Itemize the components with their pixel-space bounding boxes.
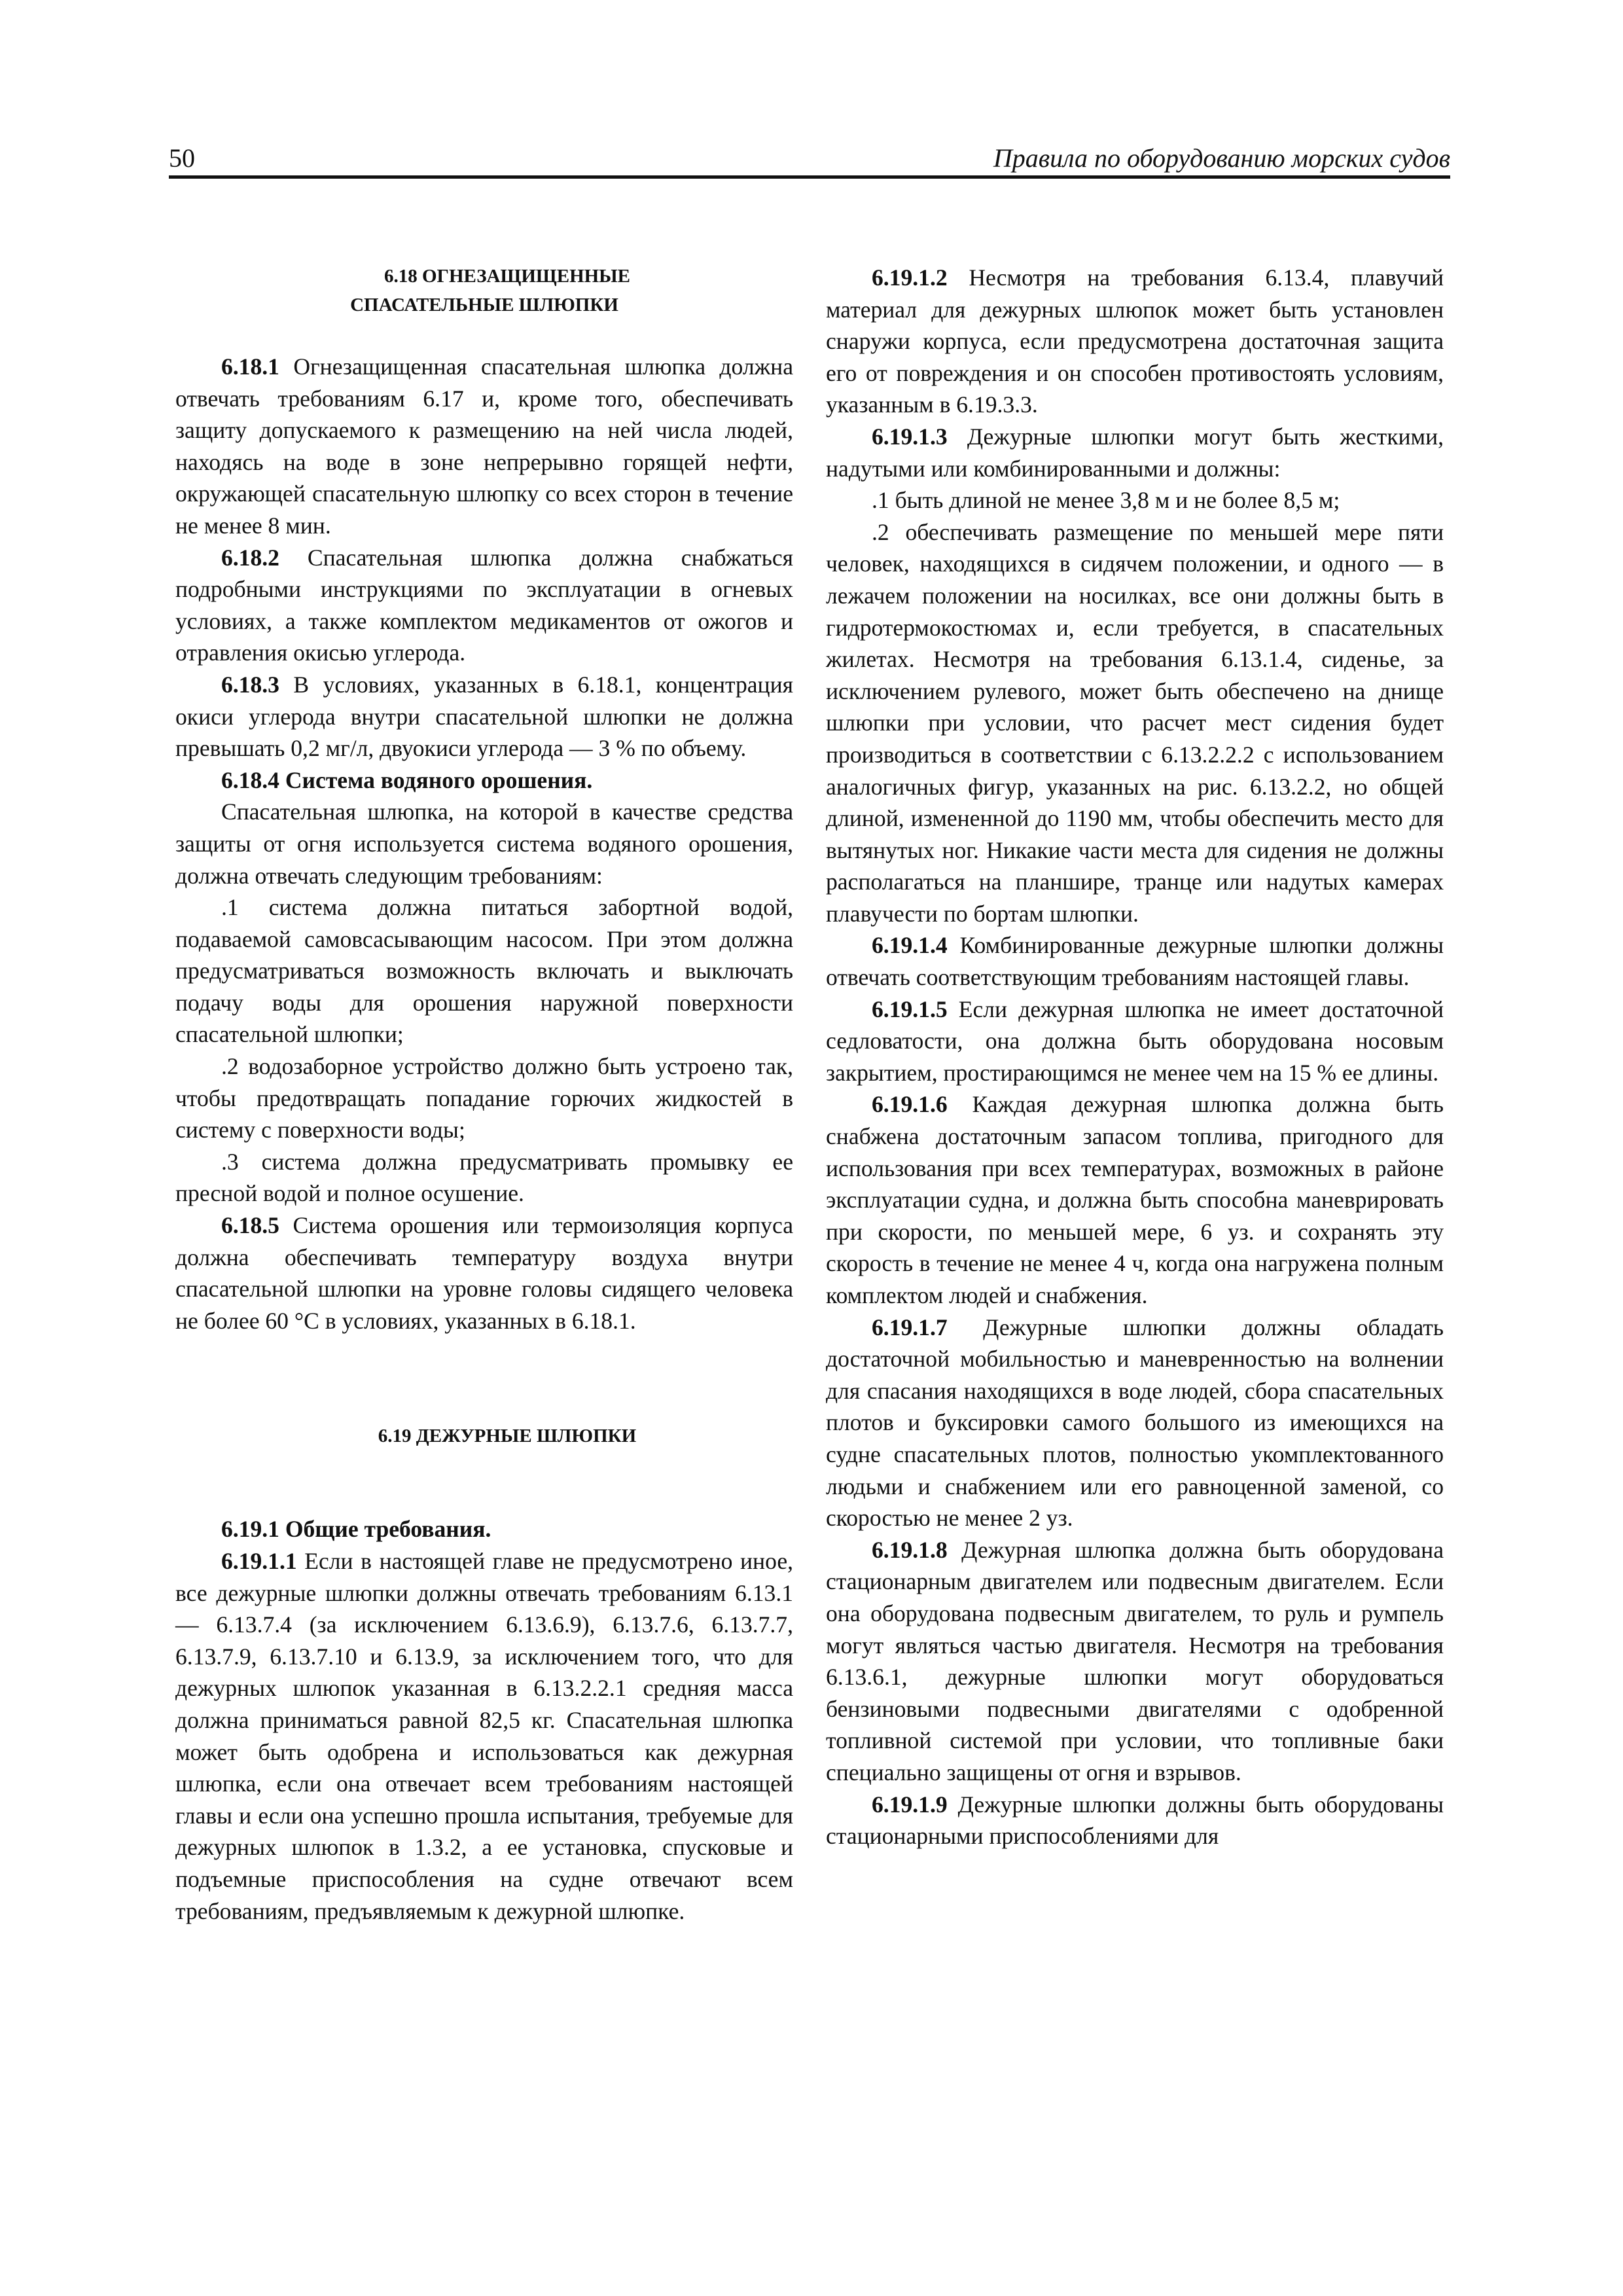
para-6-18-5: 6.18.5 Система орошения или термоизоляция корпуса должна обеспечивать температуру воздуха внутри спасательной шлюпки на уровне головы сидящего человека не более 60 °С в условиях, указанных в 6.18.1. (175, 1212, 793, 1334)
para-6-18-1: 6.18.1 Огнезащищенная спасательная шлюпка должна отвечать требованиям 6.17 и, кроме того, обеспечивать защиту допускаемого к размещению на ней числа людей, находясь на воде в зоне непрерывно горящей нефти, окружающей спасательную шлюпку со всех сторон в течение не менее 8 мин. (175, 353, 793, 539)
para-6-19-1-1: 6.19.1.1 Если в настоящей главе не предусмотрено иное, все дежурные шлюпки должны отвечать требованиям 6.13.1 — 6.13.7.4 (за исключением 6.13.6.9), 6.13.7.6, 6.13.7.7, 6.13.7.9, 6.13.7.10 и 6.13.9, за исключением того, что для дежурных шлюпок указанная в 6.13.2.2.1 средняя масса должна приниматься равной 82,5 кг. Спасательная шлюпка может быть одобрена и использоваться как дежурная шлюпка, если она отвечает всем требованиям настоящей главы и если она успешно прошла испытания, требуемые для дежурных шлюпок в 1.3.2, а ее установка, спусковые и подъемные приспособления на судне отвечают всем требованиям, предъявляемым к дежурной шлюпке. (175, 1548, 793, 1924)
para-6-18-4-item-3: .3 система должна предусматривать промывку ее пресной водой и полное осушение. (175, 1148, 793, 1207)
para-6-19-1-4: 6.19.1.4 Комбинированные дежурные шлюпки должны отвечать соответствующим требованиям настоящей главы. (826, 932, 1444, 991)
para-6-19-1-6: 6.19.1.6 Каждая дежурная шлюпка должна быть снабжена достаточным запасом топлива, пригодного для использования при всех температурах, возможных в районе эксплуатации судна, и должна быть способна маневрировать при скорости, по меньшей мере, 6 уз. и сохранять эту скорость в течение не менее 4 ч, когда она нагружена полным комплектом людей и снабжения. (826, 1091, 1444, 1308)
right-column (826, 262, 1444, 1852)
para-6-19-1-3-item-2: .2 обеспечивать размещение по меньшей мере пяти человек, находящихся в сидячем положении, и одного — в лежачем положении на носилках, все они должны быть в гидротермокостюмах и, если требуется, в спасательных жилетах. Несмотря на требования 6.13.1.4, сиденье, за исключением рулевого, может быть обеспечено на днище шлюпки при условии, что расчет мест сидения будет производиться в соответствии с 6.13.2.2.2 с использованием аналогичных фигур, указанных на рис. 6.13.2.2, но общей длиной, измененной до 1190 мм, чтобы обеспечить место для вытянутых ног. Никакие части места для сидения не должны располагаться на планшире, транце или надутых камерах плавучести по бортам шлюпки. (826, 518, 1444, 927)
running-title: Правила по оборудованию морских судов (993, 143, 1450, 173)
header-rule (169, 175, 1450, 179)
para-6-18-4-body: Спасательная шлюпка, на которой в качестве средства защиты от огня используется система водяного орошения, должна отвечать следующим требованиям: (175, 798, 793, 889)
left-column (175, 262, 793, 1927)
page-number: 50 (169, 143, 195, 173)
para-6-19-1: 6.19.1 Общие требования. (221, 1516, 491, 1543)
para-6-18-4-item-2: .2 водозаборное устройство должно быть устроено так, чтобы предотвращать попадание горючих жидкостей в систему с поверхности воды; (175, 1053, 793, 1143)
para-6-18-2: 6.18.2 Спасательная шлюпка должна снабжаться подробными инструкциями по эксплуатации в огневых условиях, а также комплектом медикаментов от ожогов и отравления окисью углерода. (175, 544, 793, 666)
page-header (169, 143, 1450, 175)
para-6-18-4-item-1: .1 система должна питаться забортной водой, подаваемой самовсасывающим насосом. При этом должна предусматриваться возможность включать и выключать подачу воды для орошения наружной поверхности спасательной шлюпки; (175, 894, 793, 1048)
para-6-19-1-3-item-1: .1 быть длиной не менее 3,8 м и не более 8,5 м; (872, 487, 1340, 514)
para-6-18-4: 6.18.4 Система водяного орошения. (221, 766, 593, 793)
para-6-19-1-7: 6.19.1.7 Дежурные шлюпки должны обладать достаточной мобильностью и маневренностью на волнении для спасания находящихся в воде людей, сбора спасательных плотов и буксировки самого большого из имеющихся на судне спасательных плотов, полностью укомплектованного людьми и снабжением или его равноценной заменой, со скоростью не менее 2 уз. (826, 1314, 1444, 1532)
section-6-19-title: 6.19 ДЕЖУРНЫЕ ШЛЮПКИ (378, 1426, 637, 1447)
para-6-19-1-5: 6.19.1.5 Если дежурная шлюпка не имеет достаточной седловатости, она должна быть оборудована носовым закрытием, простирающимся не менее чем на 15 % ее длины. (826, 996, 1444, 1086)
para-6-19-1-8: 6.19.1.8 Дежурная шлюпка должна быть оборудована стационарным двигателем или подвесным двигателем. Если она оборудована подвесным двигателем, то руль и румпель могут являться частью двигателя. Несмотря на требования 6.13.6.1, дежурные шлюпки могут оборудоваться бензиновыми подвесными двигателями с одобренной топливной системой при условии, что топливные баки специально защищены от огня и взрывов. (826, 1536, 1444, 1785)
para-6-19-1-9: 6.19.1.9 Дежурные шлюпки должны быть оборудованы стационарными приспособлениями для (826, 1791, 1444, 1850)
para-6-18-3: 6.18.3 В условиях, указанных в 6.18.1, концентрация окиси углерода внутри спасательной шлюпки не должна превышать 0,2 мг/л, двуокиси углерода — 3 % по объему. (175, 671, 793, 762)
para-6-19-1-3: 6.19.1.3 Дежурные шлюпки могут быть жесткими, надутыми или комбинированными и должны: (826, 423, 1444, 482)
section-6-18-title: 6.18 ОГНЕЗАЩИЩЕННЫЕ СПАСАТЕЛЬНЫЕ ШЛЮПКИ (350, 266, 631, 315)
para-6-19-1-2: 6.19.1.2 Несмотря на требования 6.13.4, плавучий материал для дежурных шлюпок может быть установлен снаружи корпуса, если предусмотрена достаточная защита его от повреждения и он способен противостоять условиям, указанным в 6.19.3.3. (826, 264, 1444, 418)
